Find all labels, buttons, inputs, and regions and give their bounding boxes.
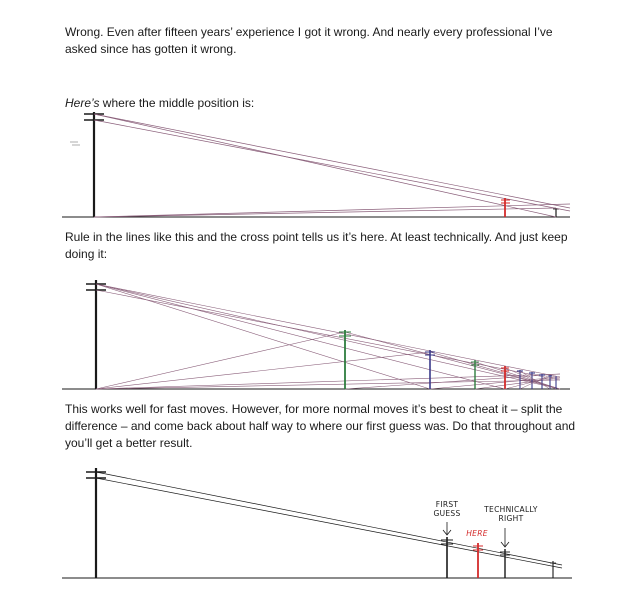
guide-line [94,204,570,217]
pole-technically-right [500,549,510,578]
here-emphasis: Here’s [65,96,100,110]
label-technically-right-line2: RIGHT [498,514,524,523]
label-first-guess-line1: FIRST [435,500,459,509]
wire-bottom [96,478,562,568]
guide-line [96,290,560,380]
label-technically-right-line1: TECHNICALLY [484,505,538,514]
middle-position-text: where the middle position is: [99,96,255,110]
arrow-technically-right [501,528,509,547]
paragraph-rule-lines: Rule in the lines like this and the cross point tells us it’s here. At least technically. And just keep doing it: [65,230,568,261]
guide-line [96,284,505,389]
arrow-first-guess [443,522,451,535]
guide-line [96,284,430,389]
figure-split-difference [0,455,640,590]
paragraph-wrong: Wrong. Even after fifteen years’ experience I got it wrong. And nearly every professional I’ve asked since has gotten it wrong. [65,25,553,56]
figure-middle-position [0,100,640,225]
guide-line [475,362,560,389]
figure-ruled-lines [0,270,640,395]
pole-here [473,543,483,578]
paragraph-cheat-it: This works well for fast moves. However, for more normal moves it’s best to cheat it – split the difference – and come back about half way to where our first guess was. Do that throughout and you’ll get a better result. [65,402,576,450]
guide-line [94,120,570,211]
wire-top [96,472,562,565]
guide-line [94,114,556,217]
guide-line [94,114,570,208]
guide-line [345,332,560,389]
guide-line [96,332,345,389]
guide-line [94,208,556,217]
label-here: HERE [466,529,488,538]
label-first-guess-line2: GUESS [433,509,461,518]
